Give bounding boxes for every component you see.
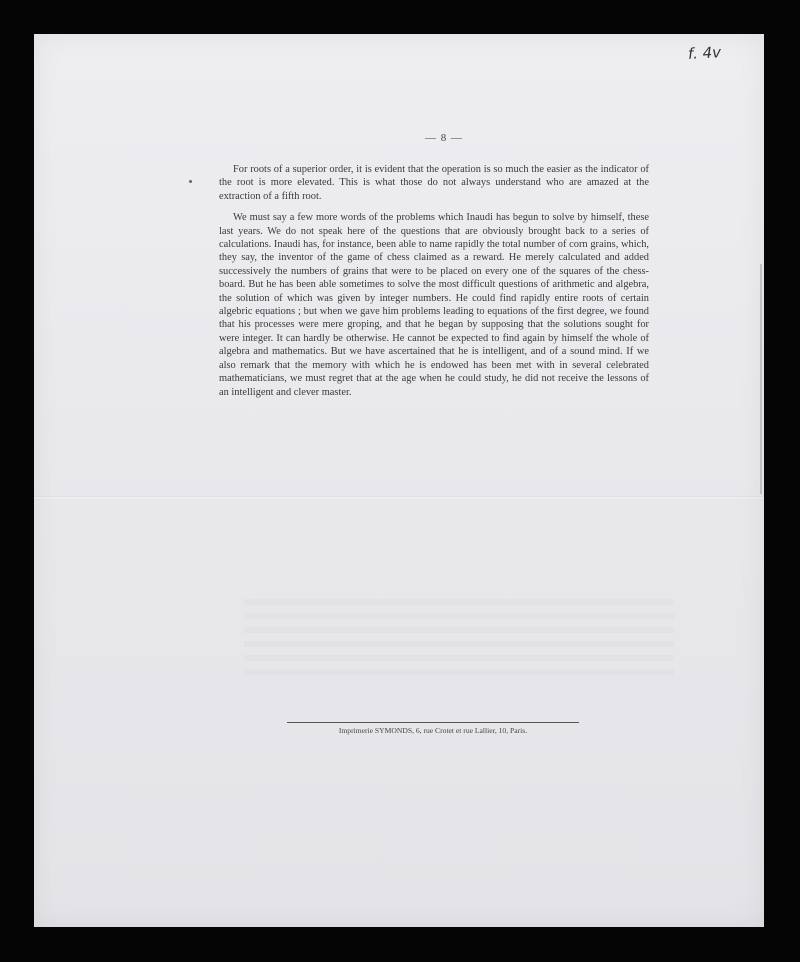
page-edge-shadow (760, 264, 762, 494)
printer-imprint: Imprimerie SYMONDS, 6, rue Crotet et rue Lallier, 10, Paris. (338, 726, 528, 735)
margin-dot (189, 180, 192, 183)
paragraph-1: For roots of a superior order, it is evident that the operation is so much the easier as the indicator of the root is more elevated. This is what those do not always understand who are amazed at the extraction of a fifth root. (219, 164, 649, 202)
imprint-rule (287, 722, 579, 723)
body-text (219, 163, 649, 407)
page-number: — 8 — (425, 132, 463, 144)
folio-annotation: f. 4v (687, 43, 722, 63)
page-fold (34, 496, 764, 500)
show-through-text (244, 599, 674, 679)
paragraph-2: We must say a few more words of the problems which Inaudi has begun to solve by himself, these last years. We do not speak here of the questions that are obviously brought back to a series of calculations. Inaudi has, for instance, been able to name rapidly the total number of corn grains, which, they say, the inventor of the game of chess claimed as a reward. He merely calculated and added successively the numbers of grains that were to be placed on every one of the squares of the chess-board. But he has been able sometimes to solve the most difficult questions of arithmetic and algebra, the solution of which was given by integer numbers. He could find rapidly entire roots of certain algebric equations ; but when we gave him problems leading to equations of the first degree, we found that his processes were mere groping, and that he began by supposing that the solutions sought for were integer. It can hardly be otherwise. He cannot be expected to find again by himself the whole of algebra and mathematics. But we have ascertained that he is intelligent, and of a sound mind. If we also remark that the memory with which he is endowed has been met with in several celebrated mathematicians, we must regret that at the age when he could study, he did not receive the lessons of an intelligent and clever master. (219, 212, 649, 398)
